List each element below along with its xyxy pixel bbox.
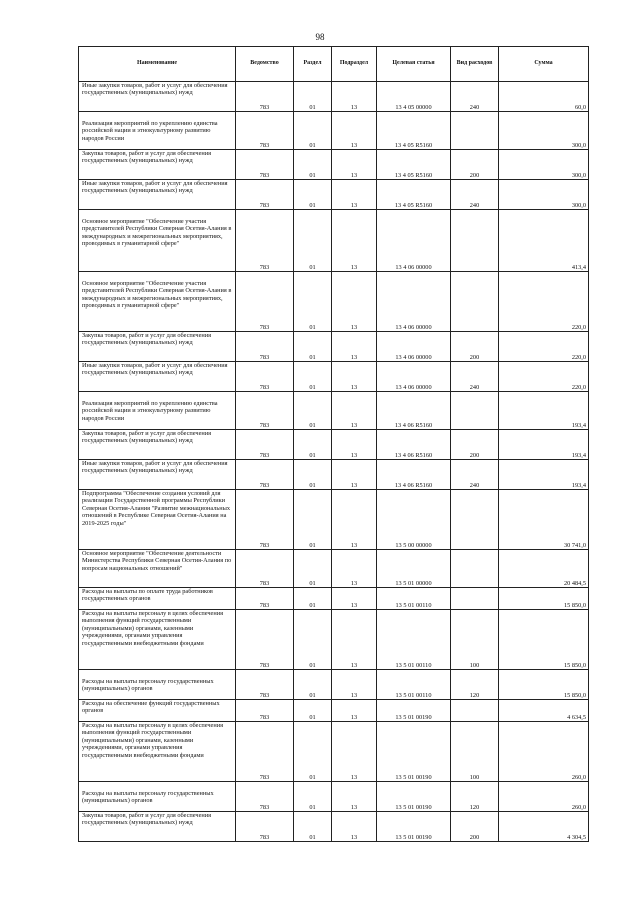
row-sum: 220,0 bbox=[499, 362, 589, 392]
table-row bbox=[79, 610, 589, 670]
row-podrazdel: 13 bbox=[332, 722, 377, 782]
row-name: Закупка товаров, работ и услуг для обеспечения государственных (муниципальных) нужд bbox=[79, 332, 236, 362]
row-target-article: 13 4 06 R5160 bbox=[377, 392, 451, 430]
row-target-article: 13 5 01 00110 bbox=[377, 670, 451, 700]
row-name: Иные закупки товаров, работ и услуг для обеспечения государственных (муниципальных) нужд bbox=[79, 180, 236, 210]
row-podrazdel: 13 bbox=[332, 610, 377, 670]
row-expense-type bbox=[451, 490, 499, 550]
row-name: Реализация мероприятий по укреплению единства российской нации и этнокультурному развитию народов России bbox=[79, 392, 236, 430]
header-expense-type: Вид расходов bbox=[451, 47, 499, 82]
header-vedomstvo: Ведомство bbox=[236, 47, 294, 82]
row-vedomstvo: 783 bbox=[236, 332, 294, 362]
header-name: Наименование bbox=[79, 47, 236, 82]
row-podrazdel: 13 bbox=[332, 392, 377, 430]
row-razdel: 01 bbox=[294, 782, 332, 812]
table-header-row bbox=[79, 47, 589, 82]
row-target-article: 13 5 01 00190 bbox=[377, 812, 451, 842]
row-name: Расходы на выплаты персоналу государственных (муниципальных) органов bbox=[79, 670, 236, 700]
row-podrazdel: 13 bbox=[332, 180, 377, 210]
row-sum: 20 484,5 bbox=[499, 550, 589, 588]
row-podrazdel: 13 bbox=[332, 362, 377, 392]
table-row bbox=[79, 362, 589, 392]
row-expense-type: 240 bbox=[451, 180, 499, 210]
row-vedomstvo: 783 bbox=[236, 490, 294, 550]
row-expense-type: 100 bbox=[451, 722, 499, 782]
row-vedomstvo: 783 bbox=[236, 812, 294, 842]
table-row bbox=[79, 210, 589, 272]
row-razdel: 01 bbox=[294, 392, 332, 430]
row-vedomstvo: 783 bbox=[236, 588, 294, 610]
row-sum: 220,0 bbox=[499, 272, 589, 332]
row-razdel: 01 bbox=[294, 82, 332, 112]
row-target-article: 13 5 01 00190 bbox=[377, 722, 451, 782]
row-name: Расходы на выплаты персоналу в целях обеспечения выполнения функций государственными (муниципальными) органами, казенными учреждениями, органами управления государственными внебюджетными фондами bbox=[79, 722, 236, 782]
row-vedomstvo: 783 bbox=[236, 610, 294, 670]
row-razdel: 01 bbox=[294, 272, 332, 332]
row-razdel: 01 bbox=[294, 332, 332, 362]
row-expense-type: 200 bbox=[451, 150, 499, 180]
row-expense-type: 200 bbox=[451, 430, 499, 460]
header-target-article: Целевая статья bbox=[377, 47, 451, 82]
row-razdel: 01 bbox=[294, 722, 332, 782]
row-podrazdel: 13 bbox=[332, 588, 377, 610]
row-vedomstvo: 783 bbox=[236, 550, 294, 588]
row-expense-type: 240 bbox=[451, 460, 499, 490]
row-expense-type bbox=[451, 588, 499, 610]
row-target-article: 13 5 00 00000 bbox=[377, 490, 451, 550]
row-name: Расходы на выплаты персоналу государственных (муниципальных) органов bbox=[79, 782, 236, 812]
row-vedomstvo: 783 bbox=[236, 700, 294, 722]
row-podrazdel: 13 bbox=[332, 460, 377, 490]
row-name: Подпрограмма "Обеспечение создания условий для реализации Государственной программы Республики Северная Осетия-Алания "Развитие межнациональных отношений в Республике Северная Осетия-Алания на 2019-2025 годы" bbox=[79, 490, 236, 550]
table-row bbox=[79, 700, 589, 722]
row-name: Закупка товаров, работ и услуг для обеспечения государственных (муниципальных) нужд bbox=[79, 430, 236, 460]
row-podrazdel: 13 bbox=[332, 82, 377, 112]
row-name: Иные закупки товаров, работ и услуг для обеспечения государственных (муниципальных) нужд bbox=[79, 460, 236, 490]
row-name: Иные закупки товаров, работ и услуг для обеспечения государственных (муниципальных) нужд bbox=[79, 362, 236, 392]
row-razdel: 01 bbox=[294, 362, 332, 392]
budget-table bbox=[78, 46, 589, 842]
row-podrazdel: 13 bbox=[332, 332, 377, 362]
table-row bbox=[79, 490, 589, 550]
row-target-article: 13 4 05 R5160 bbox=[377, 112, 451, 150]
table-row bbox=[79, 670, 589, 700]
table-row bbox=[79, 430, 589, 460]
row-sum: 193,4 bbox=[499, 460, 589, 490]
row-podrazdel: 13 bbox=[332, 550, 377, 588]
row-vedomstvo: 783 bbox=[236, 362, 294, 392]
row-podrazdel: 13 bbox=[332, 272, 377, 332]
row-target-article: 13 5 01 00190 bbox=[377, 700, 451, 722]
row-podrazdel: 13 bbox=[332, 670, 377, 700]
row-razdel: 01 bbox=[294, 610, 332, 670]
row-sum: 300,0 bbox=[499, 180, 589, 210]
row-expense-type: 200 bbox=[451, 332, 499, 362]
row-expense-type bbox=[451, 210, 499, 272]
table-row bbox=[79, 588, 589, 610]
table-row bbox=[79, 392, 589, 430]
table-row bbox=[79, 332, 589, 362]
row-sum: 4 304,5 bbox=[499, 812, 589, 842]
row-name: Основное мероприятие "Обеспечение участия представителей Республики Северная Осетия-Алания в международных и межрегиональных мероприятиях, проводимых в гуманитарной сфере" bbox=[79, 210, 236, 272]
row-expense-type: 200 bbox=[451, 812, 499, 842]
row-sum: 15 850,0 bbox=[499, 670, 589, 700]
table-row bbox=[79, 82, 589, 112]
row-razdel: 01 bbox=[294, 460, 332, 490]
row-vedomstvo: 783 bbox=[236, 82, 294, 112]
table-row bbox=[79, 150, 589, 180]
row-podrazdel: 13 bbox=[332, 700, 377, 722]
header-razdel: Раздел bbox=[294, 47, 332, 82]
row-vedomstvo: 783 bbox=[236, 430, 294, 460]
row-razdel: 01 bbox=[294, 112, 332, 150]
row-podrazdel: 13 bbox=[332, 490, 377, 550]
row-target-article: 13 5 01 00110 bbox=[377, 610, 451, 670]
row-vedomstvo: 783 bbox=[236, 272, 294, 332]
row-podrazdel: 13 bbox=[332, 812, 377, 842]
table-row bbox=[79, 180, 589, 210]
row-vedomstvo: 783 bbox=[236, 722, 294, 782]
row-expense-type bbox=[451, 700, 499, 722]
row-name: Реализация мероприятий по укреплению единства российской нации и этнокультурному развитию народов России bbox=[79, 112, 236, 150]
row-target-article: 13 4 05 R5160 bbox=[377, 180, 451, 210]
row-sum: 220,0 bbox=[499, 332, 589, 362]
row-razdel: 01 bbox=[294, 812, 332, 842]
row-razdel: 01 bbox=[294, 550, 332, 588]
row-name: Закупка товаров, работ и услуг для обеспечения государственных (муниципальных) нужд bbox=[79, 150, 236, 180]
row-vedomstvo: 783 bbox=[236, 670, 294, 700]
row-vedomstvo: 783 bbox=[236, 150, 294, 180]
row-vedomstvo: 783 bbox=[236, 392, 294, 430]
row-expense-type bbox=[451, 392, 499, 430]
row-podrazdel: 13 bbox=[332, 210, 377, 272]
table-row bbox=[79, 272, 589, 332]
row-podrazdel: 13 bbox=[332, 150, 377, 180]
table-row bbox=[79, 812, 589, 842]
row-expense-type bbox=[451, 112, 499, 150]
row-podrazdel: 13 bbox=[332, 430, 377, 460]
row-sum: 260,0 bbox=[499, 722, 589, 782]
row-razdel: 01 bbox=[294, 490, 332, 550]
row-razdel: 01 bbox=[294, 150, 332, 180]
row-sum: 30 741,0 bbox=[499, 490, 589, 550]
row-razdel: 01 bbox=[294, 700, 332, 722]
row-name: Иные закупки товаров, работ и услуг для обеспечения государственных (муниципальных) нужд bbox=[79, 82, 236, 112]
row-sum: 4 634,5 bbox=[499, 700, 589, 722]
row-target-article: 13 4 06 00000 bbox=[377, 272, 451, 332]
row-target-article: 13 4 06 00000 bbox=[377, 362, 451, 392]
table-row bbox=[79, 460, 589, 490]
table-row bbox=[79, 112, 589, 150]
row-target-article: 13 4 06 00000 bbox=[377, 332, 451, 362]
row-razdel: 01 bbox=[294, 430, 332, 460]
row-razdel: 01 bbox=[294, 180, 332, 210]
header-podrazdel: Подраздел bbox=[332, 47, 377, 82]
row-expense-type: 240 bbox=[451, 82, 499, 112]
page-number: 98 bbox=[315, 32, 325, 42]
header-sum: Сумма bbox=[499, 47, 589, 82]
row-expense-type: 100 bbox=[451, 610, 499, 670]
row-sum: 300,0 bbox=[499, 150, 589, 180]
table-row bbox=[79, 550, 589, 588]
row-vedomstvo: 783 bbox=[236, 210, 294, 272]
row-name: Расходы на обеспечение функций государственных органов bbox=[79, 700, 236, 722]
row-target-article: 13 4 05 00000 bbox=[377, 82, 451, 112]
row-name: Расходы на выплаты персоналу в целях обеспечения выполнения функций государственными (муниципальными) органами, казенными учреждениями, органами управления государственными внебюджетными фондами bbox=[79, 610, 236, 670]
row-sum: 60,0 bbox=[499, 82, 589, 112]
row-vedomstvo: 783 bbox=[236, 180, 294, 210]
row-vedomstvo: 783 bbox=[236, 782, 294, 812]
row-razdel: 01 bbox=[294, 670, 332, 700]
row-sum: 300,0 bbox=[499, 112, 589, 150]
row-name: Основное мероприятие "Обеспечение участия представителей Республики Северная Осетия-Алания в международных и межрегиональных мероприятиях, проводимых в гуманитарной сфере" bbox=[79, 272, 236, 332]
row-podrazdel: 13 bbox=[332, 782, 377, 812]
table-row bbox=[79, 782, 589, 812]
row-target-article: 13 5 01 00000 bbox=[377, 550, 451, 588]
row-target-article: 13 5 01 00190 bbox=[377, 782, 451, 812]
row-sum: 193,4 bbox=[499, 430, 589, 460]
row-expense-type: 120 bbox=[451, 670, 499, 700]
row-expense-type: 120 bbox=[451, 782, 499, 812]
row-sum: 15 850,0 bbox=[499, 588, 589, 610]
row-expense-type bbox=[451, 272, 499, 332]
row-expense-type: 240 bbox=[451, 362, 499, 392]
row-podrazdel: 13 bbox=[332, 112, 377, 150]
row-razdel: 01 bbox=[294, 588, 332, 610]
row-vedomstvo: 783 bbox=[236, 460, 294, 490]
row-target-article: 13 4 06 00000 bbox=[377, 210, 451, 272]
row-sum: 413,4 bbox=[499, 210, 589, 272]
row-target-article: 13 4 06 R5160 bbox=[377, 460, 451, 490]
row-expense-type bbox=[451, 550, 499, 588]
row-sum: 260,0 bbox=[499, 782, 589, 812]
row-target-article: 13 5 01 00110 bbox=[377, 588, 451, 610]
row-name: Основное мероприятие "Обеспечение деятельности Министерства Республики Северная Осетия-Алания по вопросам национальных отношений" bbox=[79, 550, 236, 588]
row-razdel: 01 bbox=[294, 210, 332, 272]
table-row bbox=[79, 722, 589, 782]
row-name: Расходы на выплаты по оплате труда работников государственных органов bbox=[79, 588, 236, 610]
row-target-article: 13 4 05 R5160 bbox=[377, 150, 451, 180]
row-name: Закупка товаров, работ и услуг для обеспечения государственных (муниципальных) нужд bbox=[79, 812, 236, 842]
row-sum: 15 850,0 bbox=[499, 610, 589, 670]
row-target-article: 13 4 06 R5160 bbox=[377, 430, 451, 460]
row-vedomstvo: 783 bbox=[236, 112, 294, 150]
row-sum: 193,4 bbox=[499, 392, 589, 430]
